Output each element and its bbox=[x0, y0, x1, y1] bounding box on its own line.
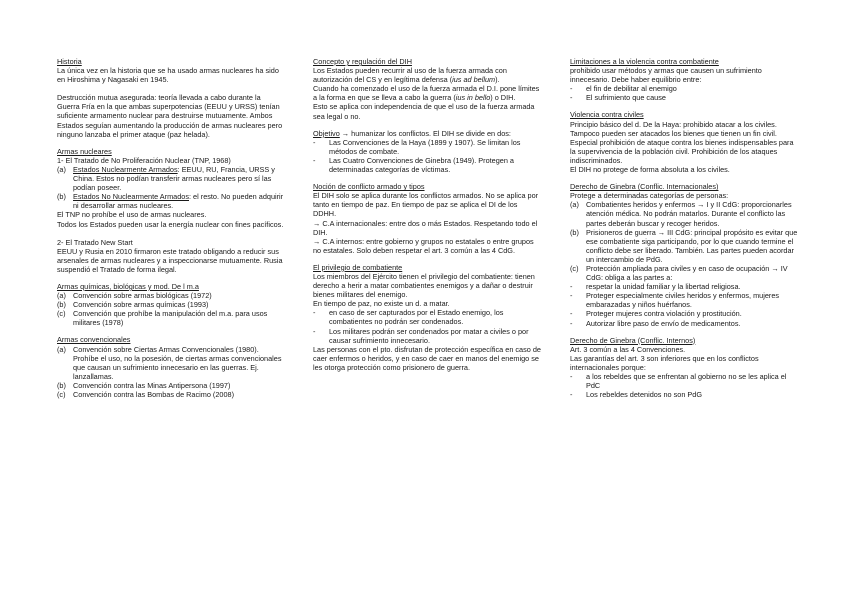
list-marker: (c) bbox=[570, 263, 579, 273]
section-title: Derecho de Ginebra (Conflic. Internos) bbox=[570, 335, 696, 345]
section-privilegio bbox=[313, 263, 541, 372]
section-title: Armas convencionales bbox=[57, 335, 131, 345]
list-marker: (a) bbox=[57, 344, 66, 354]
list-text: Autorizar libre paso de envío de medicamentos. bbox=[586, 318, 741, 328]
list-marker: - bbox=[570, 309, 573, 319]
section-title: Violencia contra civiles bbox=[570, 110, 644, 120]
section-title: Noción de conflicto armado y tipos bbox=[313, 182, 425, 192]
text-run: → humanizar los conflictos. El DIH se divide en dos: bbox=[339, 128, 511, 138]
paragraph: → C.A internos: entre gobierno y grupos no estatales o entre grupos no estatales. Solo deben respetar el art. 3 común a las 4 CdG. bbox=[313, 236, 534, 255]
text-run: Cuando ha comenzado el uso de la fuerza armada el D.I. pone límites a la forma en que se lleva a cabo la guerra ( bbox=[313, 84, 540, 103]
list-text: en caso de ser capturados por el Estado enemigo, los combatientes no podrán ser condenados. bbox=[329, 308, 504, 327]
column-1 bbox=[57, 57, 285, 407]
list-marker: - bbox=[570, 291, 573, 301]
paragraph: Principio básico del d. De la Haya: prohibido atacar a los civiles. bbox=[570, 119, 777, 129]
term: Estados No Nuclearmente Armados bbox=[73, 192, 189, 202]
list-item bbox=[57, 390, 285, 399]
list-marker: (a) bbox=[570, 200, 579, 210]
list-text: Proteger especialmente civiles heridos y enfermos, mujeres embarazadas y niños huérfanos. bbox=[586, 291, 780, 310]
list-item bbox=[57, 345, 285, 381]
list-marker: (b) bbox=[570, 227, 579, 237]
list-marker: (c) bbox=[57, 390, 66, 399]
list-item bbox=[570, 264, 798, 282]
list-item bbox=[313, 138, 541, 156]
list-item bbox=[313, 327, 541, 345]
list-item bbox=[570, 309, 798, 318]
list-marker: (b) bbox=[57, 380, 66, 390]
section-title: Concepto y regulación del DIH bbox=[313, 57, 412, 66]
list-item bbox=[57, 300, 285, 309]
list-text: Los rebeldes detenidos no son PdG bbox=[586, 390, 703, 400]
paragraph: Tampoco pueden ser atacados los bienes que tienen un fin civil. Especial prohibición de ataque contra los bienes indispensables para la supervivencia de la población civil. Prohibición de los ataques indiscriminados. bbox=[570, 128, 794, 165]
section-ginebra-internos bbox=[570, 336, 798, 400]
list-marker: (a) bbox=[57, 291, 66, 301]
list-marker: - bbox=[570, 93, 573, 103]
paragraph: EEUU y Rusia en 2010 firmaron este tratado obligando a reducir sus arsenales de armas nucleares y a inspeccionarse mutuamente. Rusia suspendió el Tratado de forma ilegal. bbox=[57, 246, 283, 274]
paragraph: → C.A internacionales: entre dos o más Estados. Respetando todo el DIH. bbox=[313, 218, 538, 237]
list-text: Convención sobre Ciertas Armas Convencionales (1980). Prohíbe el uso, no la posesión, de ciertas armas convencionales que causan un sufrimiento innecesario en las guerras. Ej. lanzallamas. bbox=[73, 344, 282, 381]
section-civiles bbox=[570, 110, 798, 174]
list-marker: (b) bbox=[57, 192, 66, 202]
list-text: respetar la unidad familiar y la libertad religiosa. bbox=[586, 282, 741, 292]
section-concepto bbox=[313, 57, 541, 121]
section-armas-convencionales bbox=[57, 335, 285, 399]
list-text: : EEUU, RU, Francia, URSS y China. Estos no podían transferir armas nucleares pero sí las podían poseer. bbox=[73, 164, 275, 193]
section-armas-quimicas bbox=[57, 282, 285, 327]
section-title: Armas químicas, biológicas y mod. De l m.a bbox=[57, 281, 199, 291]
section-objetivo bbox=[313, 129, 541, 174]
list-marker: - bbox=[570, 282, 573, 292]
list-item bbox=[570, 282, 798, 291]
paragraph: Protege a determinadas categorías de personas: bbox=[570, 191, 729, 201]
list-item bbox=[570, 319, 798, 328]
latin-term: ius ad bellum bbox=[452, 75, 496, 85]
section-title: Historia bbox=[57, 57, 82, 66]
list-text: el fin de debilitar al enemigo bbox=[586, 84, 677, 94]
list-item bbox=[313, 156, 541, 174]
section-armas-nucleares bbox=[57, 147, 285, 274]
list-item bbox=[570, 228, 798, 264]
list-item bbox=[57, 291, 285, 300]
list-marker: - bbox=[313, 155, 316, 165]
list-item bbox=[57, 192, 285, 210]
section-title: Limitaciones a la violencia contra combatiente bbox=[570, 57, 719, 66]
list-marker: (a) bbox=[57, 164, 66, 174]
list-marker: - bbox=[313, 137, 316, 147]
section-limitaciones bbox=[570, 57, 798, 102]
latin-term: ius in bello bbox=[455, 93, 491, 103]
list-text: Convención que prohíbe la manipulación del m.a. para usos militares (1978) bbox=[73, 309, 268, 328]
paragraph: 2- El Tratado New Start bbox=[57, 237, 133, 247]
list-marker: - bbox=[570, 372, 573, 381]
section-title: Derecho de Ginebra (Conflic. Internacionales) bbox=[570, 182, 719, 192]
paragraph: prohibido usar métodos y armas que causen un sufrimiento innecesario. Debe haber equilibrio entre: bbox=[570, 66, 762, 85]
list-text: Los militares podrán ser condenados por matar a civiles o por causar sufrimiento innecesario. bbox=[329, 326, 529, 345]
paragraph: Destrucción mutua asegurada: teoría llevada a cabo durante la Guerra Fría en la que ambas superpotencias (EEUU y URSS) tenían suficiente armamento nuclear para destruirse mutuamente. Ambos Estados seguían aumentando la producción de armas nucleares pero ninguno lanzaba el primer ataque (paz helada). bbox=[57, 93, 283, 139]
list-text: Las Convenciones de la Haya (1899 y 1907). Se limitan los métodos de combate. bbox=[329, 137, 521, 156]
section-title: Armas nucleares bbox=[57, 146, 112, 156]
list-text: Prisioneros de guerra → III CdG: principal propósito es evitar que ese combatiente siga participando, por lo que cuando termine el conflicto debe ser liberado. También. Las partes pueden acordar un intercambio de PdG. bbox=[586, 227, 798, 264]
term: Objetivo bbox=[313, 128, 340, 138]
list-marker: - bbox=[313, 308, 316, 318]
section-nocion bbox=[313, 182, 541, 255]
paragraph: La única vez en la historia que se ha usado armas nucleares ha sido en Hiroshima y Nagasaki en 1945. bbox=[57, 66, 279, 85]
section-title: El privilegio de combatiente bbox=[313, 262, 403, 272]
text-run: Los Estados pueden recurrir al uso de la fuerza armada con autorización del CS y en legítima defensa ( bbox=[313, 66, 507, 85]
paragraph: 1- El Tratado de No Proliferación Nuclear (TNP, 1968) bbox=[57, 155, 231, 165]
paragraph: Las personas con el pto. disfrutan de protección específica en caso de caer enfermos o heridos, y en caso de caer en manos del enemigo se les otorga protección como prisionero de guerra. bbox=[313, 344, 541, 372]
list-item bbox=[570, 390, 798, 399]
paragraph: Todos los Estados pueden usar la energía nuclear con fines pacíficos. bbox=[57, 219, 284, 229]
list-text: Protección ampliada para civiles y en caso de ocupación → IV CdG: obliga a las partes a: bbox=[586, 263, 788, 283]
text-run: ) o DIH. bbox=[490, 93, 516, 103]
list-marker: - bbox=[313, 326, 316, 336]
list-item bbox=[570, 200, 798, 227]
column-3 bbox=[570, 57, 798, 407]
term: Estados Nuclearmente Armados bbox=[73, 164, 178, 174]
paragraph: Esto se aplica con independencia de que el uso de la fuerza armada sea legal o no. bbox=[313, 102, 535, 121]
list-text: Las Cuatro Convenciones de Ginebra (1949). Protegen a determinadas categorías de víctimas. bbox=[329, 155, 514, 175]
list-marker: - bbox=[570, 84, 573, 94]
list-item bbox=[57, 309, 285, 327]
list-marker: - bbox=[570, 318, 573, 328]
list-text: : el resto. No pueden adquirir ni desarrollar armas nucleares. bbox=[73, 192, 284, 211]
paragraph: Art. 3 común a las 4 Convenciones. bbox=[570, 344, 686, 354]
section-ginebra-internacionales bbox=[570, 182, 798, 328]
list-item bbox=[570, 93, 798, 102]
list-marker: (b) bbox=[57, 300, 66, 310]
list-item bbox=[570, 372, 798, 390]
paragraph bbox=[313, 129, 541, 138]
column-2 bbox=[313, 57, 541, 380]
section-historia bbox=[57, 57, 285, 139]
paragraph: En tiempo de paz, no existe un d. a matar. bbox=[313, 299, 450, 309]
list-text: Convención contra las Bombas de Racimo (2008) bbox=[73, 390, 235, 399]
list-text: Proteger mujeres contra violación y prostitución. bbox=[586, 309, 742, 319]
paragraph: Los miembros del Ejército tienen el privilegio del combatiente: tienen derecho a herir a matar combatientes enemigos y a dañar o destruir bienes militares del enemigo. bbox=[313, 271, 535, 300]
list-item bbox=[570, 84, 798, 93]
list-marker: (c) bbox=[57, 309, 66, 319]
list-text: Convención sobre armas químicas (1993) bbox=[73, 300, 209, 310]
list-text: Combatientes heridos y enfermos → I y II CdG: proporcionarles atención médica. No podrán matarlos. Durante el conflicto las partes deberán buscar y recoger heridos. bbox=[586, 200, 792, 228]
paragraph: El DIH no protege de forma absoluta a los civiles. bbox=[570, 165, 730, 175]
list-item bbox=[57, 381, 285, 390]
list-text: Convención contra las Minas Antipersona (1997) bbox=[73, 380, 231, 390]
list-text: Convención sobre armas biológicas (1972) bbox=[73, 291, 212, 301]
text-run: ). bbox=[495, 75, 500, 85]
list-item bbox=[57, 165, 285, 192]
list-item bbox=[570, 291, 798, 309]
paragraph: El DIH solo se aplica durante los conflictos armados. No se aplica por tanto en tiempo de paz. En tiempo de paz se aplica el DI de los DDHH. bbox=[313, 191, 539, 219]
paragraph: Las garantías del art. 3 son inferiores que en los conflictos internacionales porque: bbox=[570, 353, 759, 372]
paragraph bbox=[313, 84, 541, 102]
paragraph: El TNP no prohíbe el uso de armas nucleares. bbox=[57, 210, 207, 220]
list-marker: - bbox=[570, 390, 573, 400]
paragraph bbox=[313, 66, 541, 84]
list-item bbox=[313, 308, 541, 326]
list-text: a los rebeldes que se enfrentan al gobierno no se les aplica el PdC bbox=[586, 372, 787, 391]
list-text: El sufrimiento que cause bbox=[586, 93, 666, 103]
